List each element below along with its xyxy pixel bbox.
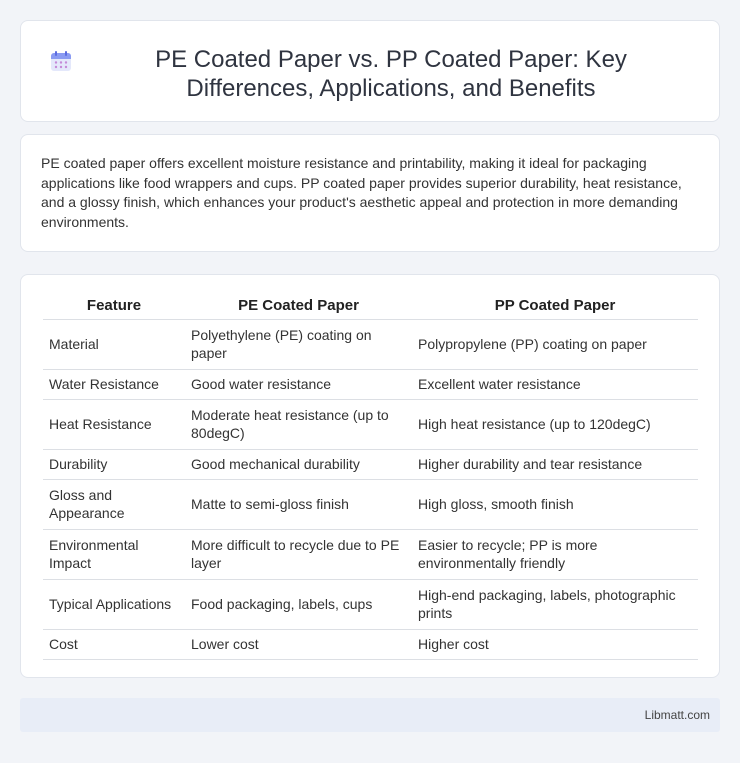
footer-site-name[interactable]: Libmatt.com — [644, 708, 710, 722]
feature-cell: Durability — [43, 449, 185, 479]
page-title: PE Coated Paper vs. PP Coated Paper: Key Differences, Applications, and Benefits — [155, 46, 627, 102]
pe-cell: More difficult to recycle due to PE layer — [185, 529, 412, 579]
footer-bar — [20, 698, 720, 732]
title-card — [20, 20, 720, 122]
pp-cell: Polypropylene (PP) coating on paper — [412, 319, 698, 369]
intro-paragraph: PE coated paper offers excellent moisture resistance and printability, making it ideal for packaging applications like food wrappers and cups. PP coated paper provides superior durability, heat resistance, and a glossy finish, which enhances your product's aesthetic appeal and protection in more demanding environments. — [41, 155, 682, 230]
pp-cell: Higher durability and tear resistance — [412, 449, 698, 479]
pe-cell: Lower cost — [185, 629, 412, 659]
feature-cell: Typical Applications — [43, 579, 185, 629]
calendar-icon — [49, 49, 73, 73]
header-pe-coated: PE Coated Paper — [185, 295, 412, 319]
pp-cell: High gloss, smooth finish — [412, 479, 698, 529]
feature-cell: Material — [43, 319, 185, 369]
intro-card — [20, 134, 720, 252]
pe-cell: Moderate heat resistance (up to 80degC) — [185, 399, 412, 449]
pp-cell: Higher cost — [412, 629, 698, 659]
pp-cell: High-end packaging, labels, photographic prints — [412, 579, 698, 629]
pe-cell: Polyethylene (PE) coating on paper — [185, 319, 412, 369]
feature-cell: Environmental Impact — [43, 529, 185, 579]
title-row — [21, 21, 719, 103]
table-row — [43, 399, 698, 449]
pp-cell: Excellent water resistance — [412, 369, 698, 399]
pe-cell: Food packaging, labels, cups — [185, 579, 412, 629]
table-row — [43, 479, 698, 529]
pe-cell: Good water resistance — [185, 369, 412, 399]
comparison-card — [20, 274, 720, 678]
pe-cell: Good mechanical durability — [185, 449, 412, 479]
pp-cell: Easier to recycle; PP is more environmentally friendly — [412, 529, 698, 579]
feature-cell: Heat Resistance — [43, 399, 185, 449]
pe-cell: Matte to semi-gloss finish — [185, 479, 412, 529]
header-pp-coated: PP Coated Paper — [412, 295, 698, 319]
pp-cell: High heat resistance (up to 120degC) — [412, 399, 698, 449]
header-feature: Feature — [43, 295, 185, 319]
table-row — [43, 579, 698, 629]
feature-cell: Gloss and Appearance — [43, 479, 185, 529]
table-row — [43, 449, 698, 479]
comparison-table — [43, 295, 698, 660]
table-row — [43, 319, 698, 369]
table-row — [43, 629, 698, 659]
table-header-row — [43, 295, 698, 319]
feature-cell: Cost — [43, 629, 185, 659]
feature-cell: Water Resistance — [43, 369, 185, 399]
table-row — [43, 369, 698, 399]
table-row — [43, 529, 698, 579]
